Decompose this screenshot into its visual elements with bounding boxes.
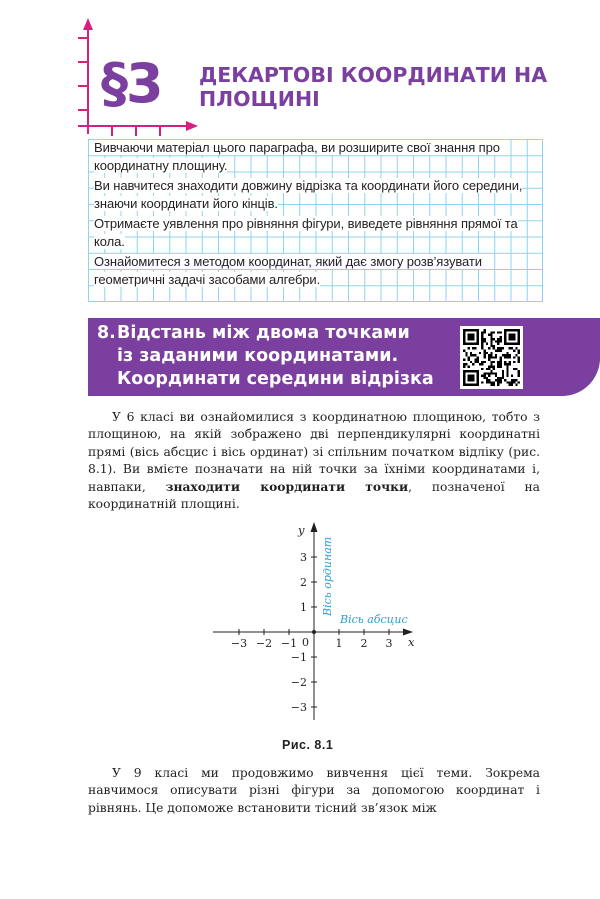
x-tick-label: 2 — [360, 637, 368, 650]
intro-item: Ви навчитеся знаходити довжину відрізка та координати його середини, знаючи координати його кінців. — [94, 178, 523, 211]
intro-text — [92, 139, 542, 291]
origin-point — [312, 630, 316, 634]
section-title-line: Відстань між двома точками — [117, 323, 410, 343]
y-tick-label: −1 — [290, 651, 307, 664]
intro-item: Ознайомитеся з методом координат, який дає змогу розв’язувати геометричні задачі засобами алгебри. — [94, 254, 482, 287]
y-tick-label: 3 — [300, 551, 307, 564]
y-tick-label: 2 — [300, 576, 307, 589]
coordinate-plane-figure — [207, 520, 427, 730]
bold-phrase: знаходити координати точки — [165, 479, 409, 495]
x-tick-label: −3 — [230, 637, 248, 650]
x-axis-name: x — [408, 635, 415, 649]
section-title-line: Координати середини відрізка — [117, 369, 434, 389]
x-tick-label: −2 — [255, 637, 273, 650]
chapter-title: ДЕКАРТОВІ КООРДИНАТИ НА ПЛОЩИНІ — [199, 63, 548, 111]
x-tick-label: 3 — [385, 637, 393, 650]
figure-caption: Рис. 8.1 — [282, 738, 334, 752]
y-tick-label: −2 — [290, 676, 307, 689]
intro-item: Вивчаючи матеріал цього параграфа, ви розширите свої знання про координатну площину. — [94, 140, 500, 173]
qr-code-icon[interactable] — [460, 326, 523, 389]
x-tick-label: 1 — [335, 637, 343, 650]
y-axis-arrow-icon — [311, 522, 318, 532]
y-axis-caption: Вісь ординат — [321, 536, 334, 616]
x-axis-caption: Вісь абсцис — [340, 613, 408, 626]
section-number: 8. — [97, 323, 116, 343]
origin-label: 0 — [302, 636, 309, 649]
section-title-line: із заданими координатами. — [117, 346, 399, 366]
body-paragraph: У 6 класі ви ознайомилися з координатною площиною, тобто з площиною, на якій зображено дві перпендикулярні координатні прямі (вісь абсцис і вісь ординат) зі спільним початком відліку (рис. 8.1). Ви вмієте позначати на ній точки за їхніми координатами і, навпаки, знаходити координати точки, позначеної на координатній площині. — [88, 410, 540, 512]
y-axis-name: y — [298, 523, 305, 537]
intro-item: Отримаєте уявлення про рівняння фігури, виведете рівняння прямої та кола. — [94, 216, 518, 249]
y-tick-label: −3 — [290, 701, 307, 714]
chapter-number: §3 — [101, 52, 162, 115]
x-tick-label: −1 — [280, 637, 298, 650]
y-tick-label: 1 — [300, 601, 307, 614]
section-title — [117, 322, 447, 391]
body-paragraph: У 9 класі ми продовжимо вивчення цієї теми. Зокрема навчимося описувати різні фігури за допомогою координат і рівнянь. Це допоможе встановити тісний зв’язок між — [88, 766, 540, 815]
